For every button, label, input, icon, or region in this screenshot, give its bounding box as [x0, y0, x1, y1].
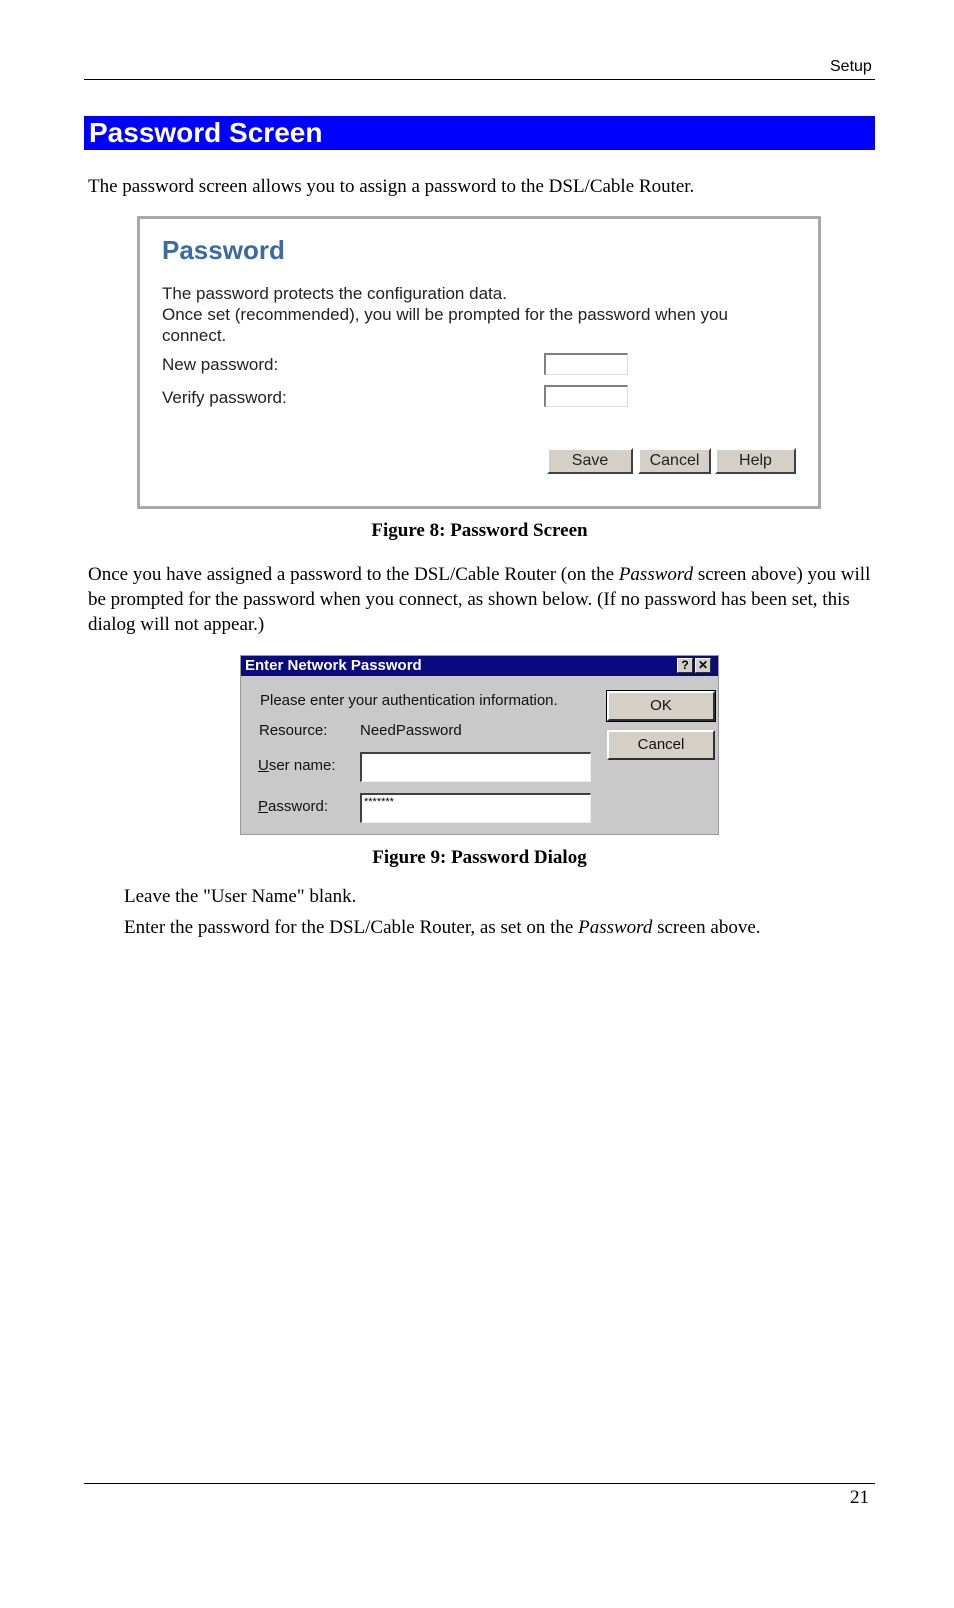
- instruction-line-2: [124, 915, 874, 940]
- dialog-prompt: Please enter your authentication information.: [260, 692, 558, 709]
- resource-value: NeedPassword: [360, 722, 462, 739]
- intro-paragraph: The password screen allows you to assign a password to the DSL/Cable Router.: [88, 176, 695, 197]
- cancel-button[interactable]: Cancel: [638, 448, 711, 474]
- password-description: [162, 283, 782, 346]
- new-password-field[interactable]: [544, 353, 628, 375]
- save-button[interactable]: Save: [547, 448, 633, 474]
- instruction-line2-after: screen above.: [652, 917, 761, 938]
- username-input[interactable]: [360, 752, 591, 782]
- resource-label: Resource:: [259, 722, 328, 739]
- password-screen-figure: [137, 216, 821, 509]
- paragraph2-after: screen above) you will be prompted for the password when you connect, as shown below. (If no password has been set, this dialog will not appear.): [88, 564, 871, 635]
- paragraph2-before: Once you have assigned a password to the DSL/Cable Router (on the: [88, 564, 619, 585]
- network-password-dialog: [240, 655, 719, 835]
- dialog-explanation-paragraph: [88, 562, 874, 637]
- footer-rule: [84, 1483, 875, 1484]
- username-label-mnemonic: U: [258, 757, 269, 774]
- header-rule: [84, 79, 875, 80]
- password-description-line1: The password protects the configuration data.: [162, 284, 507, 303]
- new-password-label: New password:: [162, 355, 279, 374]
- page-number: 21: [850, 1487, 869, 1508]
- dialog-titlebar: [241, 656, 718, 676]
- password-screen-title: Password: [162, 235, 285, 265]
- verify-password-field[interactable]: [544, 385, 628, 407]
- password-label: [258, 798, 328, 815]
- instruction-line-1: Leave the "User Name" blank.: [124, 886, 357, 907]
- verify-password-label: Verify password:: [162, 388, 287, 407]
- running-header: Setup: [830, 58, 872, 75]
- figure9-caption: Figure 9: Password Dialog: [372, 847, 587, 868]
- username-label-rest: ser name:: [268, 757, 336, 774]
- ok-button[interactable]: OK: [607, 691, 715, 721]
- password-input[interactable]: *******: [360, 793, 591, 823]
- password-label-rest: assword:: [268, 798, 329, 815]
- username-label: [258, 757, 336, 774]
- instruction-line2-before: Enter the password for the DSL/Cable Router, as set on the: [124, 917, 579, 938]
- help-icon[interactable]: ?: [677, 658, 693, 673]
- instruction-line2-emphasis: Password: [578, 917, 653, 938]
- close-icon[interactable]: ✕: [695, 658, 711, 673]
- section-heading: Password Screen: [84, 116, 875, 150]
- dialog-cancel-button[interactable]: Cancel: [607, 730, 715, 760]
- figure8-caption: Figure 8: Password Screen: [371, 520, 588, 541]
- password-label-mnemonic: P: [258, 798, 269, 815]
- dialog-title: Enter Network Password: [245, 657, 422, 674]
- paragraph2-emphasis: Password: [618, 564, 694, 585]
- help-button[interactable]: Help: [715, 448, 796, 474]
- password-description-line2: Once set (recommended), you will be prompted for the password when you connect.: [162, 305, 728, 345]
